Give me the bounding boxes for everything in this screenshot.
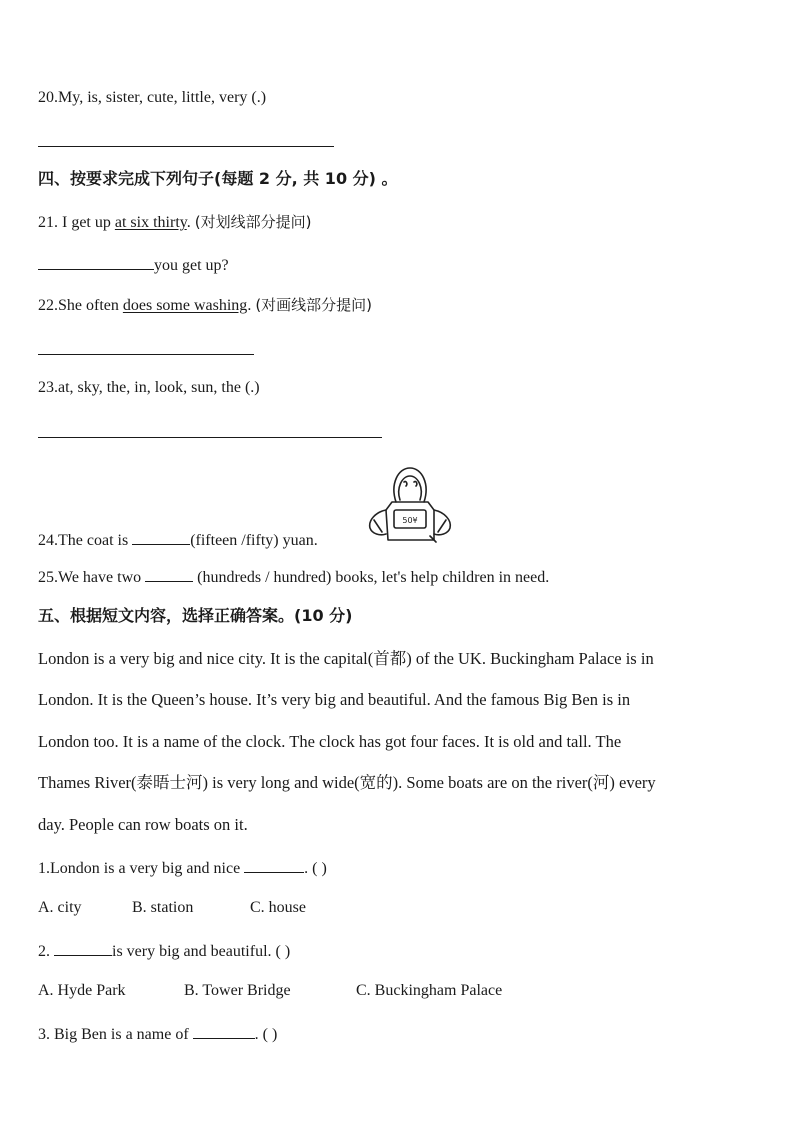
option-b[interactable]: B. station	[132, 899, 194, 916]
question-20-text: My, is, sister, cute, little, very (.)	[58, 89, 267, 106]
question-22-post: .	[247, 297, 256, 314]
question-23	[38, 378, 260, 398]
passage-line: Thames River(泰晤士河) is very long and wide(宽的). Some boats are on the river(河) every	[38, 773, 656, 792]
question-25-post: (hundreds / hundred) books, let's help children in need.	[193, 569, 550, 586]
mc-question-1	[38, 857, 327, 879]
question-number: 22.	[38, 297, 58, 314]
mc-stem-post: . ( )	[254, 1026, 278, 1043]
question-24-pre: The coat is	[58, 532, 133, 549]
question-21-pre: I get up	[58, 214, 115, 231]
option-c[interactable]: C. Buckingham Palace	[356, 982, 503, 999]
answer-blank-25[interactable]	[145, 566, 193, 582]
answer-line-22[interactable]	[38, 354, 254, 355]
question-22-pre: She often	[58, 297, 123, 314]
answer-tail: you get up?	[154, 257, 229, 274]
question-number: 21.	[38, 214, 58, 231]
mc-stem-pre: 1.London is a very big and nice	[38, 860, 245, 877]
option-a[interactable]: A. Hyde Park	[38, 982, 126, 999]
question-21	[38, 212, 311, 233]
option-c[interactable]: C. house	[250, 899, 306, 916]
answer-blank-21[interactable]	[38, 254, 154, 270]
mc-stem-pre: 2.	[38, 943, 54, 960]
question-20	[38, 88, 266, 108]
question-number: 25.	[38, 569, 58, 586]
question-23-text: at, sky, the, in, look, sun, the (.)	[58, 379, 260, 396]
passage-line: London is a very big and nice city. It is the capital(首都) of the UK. Buckingham Palace is in	[38, 649, 654, 668]
question-number: 24.	[38, 532, 58, 549]
price-tag-text: 50¥	[402, 516, 418, 525]
question-25-pre: We have two	[58, 569, 146, 586]
mc-stem-post: . ( )	[304, 860, 327, 877]
passage-line: London. It is the Queen’s house. It’s very big and beautiful. And the famous Big Ben is in	[38, 690, 631, 709]
question-number: 23.	[38, 379, 58, 396]
section-4-heading: 四、按要求完成下列句子(每题 2 分, 共 10 分) 。	[38, 169, 398, 188]
mc-question-2	[38, 940, 290, 962]
mc-stem-post: is very big and beautiful. ( )	[112, 943, 291, 960]
option-b[interactable]: B. Tower Bridge	[184, 982, 291, 999]
question-number: 20.	[38, 89, 58, 106]
coat-illustration-icon	[362, 462, 458, 548]
answer-blank-mc1[interactable]	[244, 857, 304, 873]
answer-blank-mc3[interactable]	[193, 1023, 255, 1039]
underlined-phrase: at six thirty	[114, 214, 187, 231]
answer-blank-24[interactable]	[132, 529, 190, 545]
mc-options-1	[38, 898, 438, 918]
mc-stem-pre: 3. Big Ben is a name of	[38, 1026, 193, 1043]
answer-line-23[interactable]	[38, 437, 382, 438]
answer-line-20[interactable]	[38, 146, 334, 147]
question-21-post: .	[186, 214, 195, 231]
section-5-heading: 五、根据短文内容，选择正确答案。(10 分)	[38, 606, 353, 625]
mc-question-3	[38, 1023, 277, 1045]
question-24-post: (fifteen /fifty) yuan.	[190, 532, 318, 549]
instruction-hint: (对画线部分提问)	[255, 296, 373, 314]
instruction-hint: (对划线部分提问)	[194, 213, 312, 231]
question-21-answer	[38, 254, 229, 276]
question-22	[38, 295, 372, 316]
underlined-phrase: does some washing	[122, 297, 248, 314]
answer-blank-mc2[interactable]	[54, 940, 112, 956]
question-24	[38, 529, 318, 551]
passage-line: London too. It is a name of the clock. The clock has got four faces. It is old and tall. The	[38, 732, 622, 751]
option-a[interactable]: A. city	[38, 899, 82, 916]
question-25	[38, 566, 549, 588]
mc-options-2	[38, 981, 598, 1001]
passage-line: day. People can row boats on it.	[38, 815, 248, 834]
